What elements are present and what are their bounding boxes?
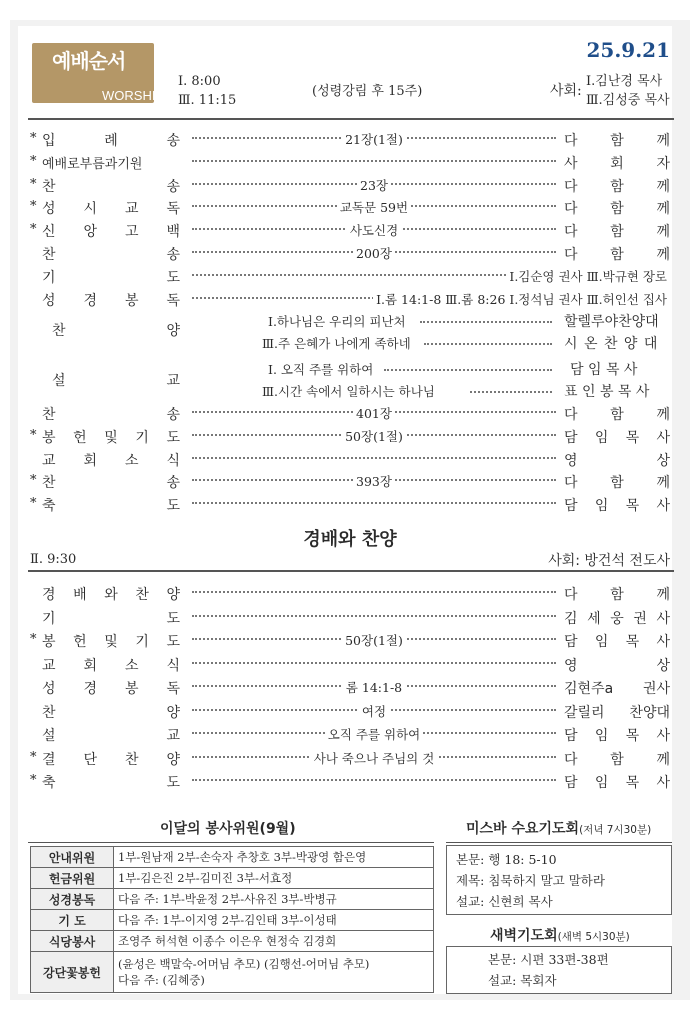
order-leader: 다 함 께 xyxy=(564,178,670,195)
bulletin-date: 25.9.21 xyxy=(586,38,670,62)
order-label: 경 배 와 찬 양 xyxy=(42,587,180,603)
order-detail: 오직 주를 위하여 xyxy=(325,727,423,742)
service-time-3: Ⅲ. 11:15 xyxy=(178,93,237,108)
standing-mark: * xyxy=(30,749,37,765)
praise-host: 사회: 방건석 전도사 xyxy=(548,553,670,569)
order-leader: 다 함 께 xyxy=(564,224,670,241)
flower-memorial: (윤성은 백말숙-어머님 추모) (김행선-어머님 추모) xyxy=(118,957,370,971)
order-row xyxy=(30,174,674,196)
standing-mark: * xyxy=(30,176,37,192)
order-row xyxy=(30,606,674,628)
order-leader: 담 임 목 사 xyxy=(564,775,670,791)
standing-mark: * xyxy=(30,632,37,647)
sermon-dots-1 xyxy=(384,369,552,371)
order-label: 찬 송 xyxy=(42,475,180,492)
order-detail: Ⅰ.김순영 권사 Ⅲ.박규현 장로 xyxy=(506,269,670,284)
order-label: 교 회 소 식 xyxy=(42,657,180,674)
order-row xyxy=(30,219,674,241)
order-leader: 김 세 웅 권 사 xyxy=(564,610,670,627)
order-leader: 다 함 께 xyxy=(564,247,670,263)
order-leader: 다 함 께 xyxy=(564,587,670,603)
order-row xyxy=(30,448,674,470)
anthem-dots-3 xyxy=(424,343,552,345)
order-label: 찬 송 xyxy=(42,247,180,263)
duty-members: 1부-원남재 2부-손숙자 추창호 3부-박광영 함은영 xyxy=(114,847,434,868)
order-label: 성 경 봉 독 xyxy=(42,292,180,309)
duty-members: 조영주 허석현 이종수 이은우 현정숙 김경희 xyxy=(114,931,434,952)
host-3: Ⅲ.김성중 목사 xyxy=(586,93,670,108)
order-label: 입 례 송 xyxy=(42,133,180,149)
order-row xyxy=(30,582,674,604)
anthem-title-1: Ⅰ.하나님은 우리의 피난처 xyxy=(268,314,406,329)
standing-mark: * xyxy=(30,427,37,443)
wednesday-subject: 제목: 침묵하지 말고 말하라 xyxy=(456,873,605,888)
order-label: 찬 송 xyxy=(42,407,180,423)
order-label: 기 도 xyxy=(42,269,180,286)
standing-mark: * xyxy=(30,496,37,512)
host-1: Ⅰ.김난경 목사 xyxy=(586,74,663,89)
order-leader: 다 함 께 xyxy=(564,201,670,218)
sermon-preacher-1: 담 임 목 사 xyxy=(570,362,638,378)
duty-members: 1부-김은진 2부-김미진 3부-서효정 xyxy=(114,868,434,889)
dawn-preacher: 설교: 목회자 xyxy=(488,973,557,988)
order-label: 설 교 xyxy=(42,728,180,744)
order-row xyxy=(30,151,674,173)
anthem-dots-1 xyxy=(420,321,552,323)
standing-mark: * xyxy=(30,222,37,238)
duty-name: 헌금위원 xyxy=(31,868,114,889)
wednesday-text: 본문: 행 18: 5-10 xyxy=(456,852,557,867)
order-label: 결 단 찬 양 xyxy=(42,751,180,768)
order-label: 봉 헌 및 기 도 xyxy=(42,429,180,446)
order-leader: 담 임 목 사 xyxy=(564,429,670,446)
order-detail: 23장 xyxy=(357,178,391,193)
praise-title: 경배와 찬양 xyxy=(303,529,397,550)
order-row xyxy=(30,265,674,287)
order-label: 봉 헌 및 기 도 xyxy=(42,634,180,650)
sermon-title-1: Ⅰ. 오직 주를 위하여 xyxy=(268,362,374,377)
order-row xyxy=(30,770,674,792)
flower-row xyxy=(31,952,434,993)
duty-name: 성경봉독 xyxy=(31,889,114,910)
anthem-label: 찬 양 xyxy=(52,323,180,339)
order-leader: 영 상 xyxy=(564,452,670,469)
host-names xyxy=(586,72,670,110)
order-detail: 사나 죽으나 주님의 것 xyxy=(311,751,438,766)
order-row xyxy=(30,128,674,150)
order-row xyxy=(30,700,674,722)
volunteer-row xyxy=(31,910,434,931)
order-row xyxy=(30,747,674,769)
header-rule xyxy=(28,118,674,120)
host-label: 사회: xyxy=(550,83,582,99)
wednesday-rule xyxy=(446,842,672,843)
dawn-text: 본문: 시편 33편-38편 xyxy=(488,952,609,967)
standing-mark: * xyxy=(30,473,37,489)
flower-next: 다음 주: (김혜중) xyxy=(118,973,205,987)
order-detail: 401장 xyxy=(353,406,395,421)
volunteer-row xyxy=(31,847,434,868)
praise-time: Ⅱ. 9:30 xyxy=(30,552,77,567)
order-label: 찬 양 xyxy=(42,704,180,721)
order-label: 성 경 봉 독 xyxy=(42,681,180,697)
order-detail: Ⅰ.롬 14:1-8 Ⅲ.롬 8:26 Ⅰ.정석님 권사 Ⅲ.허인선 집사 xyxy=(373,292,670,307)
order-label: 신 앙 고 백 xyxy=(42,224,180,241)
order-detail: 393장 xyxy=(353,474,395,489)
order-detail: 롬 14:1-8 xyxy=(343,680,405,695)
order-row xyxy=(30,242,674,264)
standing-mark: * xyxy=(30,153,37,169)
order-label: 성 시 교 독 xyxy=(42,201,180,218)
anthem-title-3: Ⅲ.주 은혜가 나에게 족하네 xyxy=(262,336,411,351)
praise-rule xyxy=(28,570,674,572)
order-leader: 담 임 목 사 xyxy=(564,728,670,744)
order-row xyxy=(30,470,674,492)
order-label: 축 도 xyxy=(42,775,180,791)
standing-mark: * xyxy=(30,773,37,788)
duty-members: 다음 주: 1부-박윤정 2부-사유진 3부-박병규 xyxy=(114,889,434,910)
sermon-dots-3 xyxy=(470,391,552,393)
order-row xyxy=(30,653,674,675)
order-leader: 담 임 목 사 xyxy=(564,498,670,515)
order-leader: 다 함 께 xyxy=(564,407,670,423)
order-leader: 갈릴리 찬양대 xyxy=(564,704,670,721)
volunteers-table xyxy=(30,846,434,993)
sermon-title-3: Ⅲ.시간 속에서 일하시는 하나님 xyxy=(262,384,435,399)
volunteer-row xyxy=(31,868,434,889)
wednesday-title: 미스바 수요기도회(저녁 7시30분) xyxy=(466,821,652,837)
order-label: 교 회 소 식 xyxy=(42,452,180,469)
church-season: (성령강림 후 15주) xyxy=(312,84,423,99)
order-row xyxy=(30,723,674,745)
order-leader: 김현주a 권사 xyxy=(564,681,670,697)
order-label: 축 도 xyxy=(42,498,180,515)
anthem-performer-3: 시 온 찬 양 대 xyxy=(564,336,659,352)
order-row xyxy=(30,402,674,424)
order-leader: 사 회 자 xyxy=(564,155,670,172)
service-times xyxy=(178,72,236,110)
order-label: 찬 송 xyxy=(42,178,180,195)
order-label: 예배로부름과기원 xyxy=(42,156,143,172)
order-leader: 영 상 xyxy=(564,657,670,674)
order-detail: 50장(1절) xyxy=(342,429,406,444)
wednesday-preacher: 설교: 신현희 목사 xyxy=(456,894,553,909)
order-detail: 50장(1절) xyxy=(342,633,406,648)
volunteer-row xyxy=(31,889,434,910)
order-detail: 교독문 59번 xyxy=(337,200,411,215)
anthem-performer-1: 할렐루야찬양대 xyxy=(564,314,659,330)
order-leader: 담 임 목 사 xyxy=(564,634,670,650)
order-detail: 200장 xyxy=(353,246,395,261)
duty-name: 식당봉사 xyxy=(31,931,114,952)
worship-logo xyxy=(32,43,165,103)
order-row xyxy=(30,493,674,515)
duty-name: 기 도 xyxy=(31,910,114,931)
volunteer-row xyxy=(31,931,434,952)
sermon-preacher-3: 표 인 봉 목 사 xyxy=(564,384,650,400)
flower-duty: 강단꽃봉헌 xyxy=(31,952,114,993)
duty-name: 안내위원 xyxy=(31,847,114,868)
volunteers-title: 이달의 봉사위원(9월) xyxy=(160,821,296,837)
order-row xyxy=(30,629,674,651)
order-leader: 다 함 께 xyxy=(564,751,670,768)
logo-korean: 예배순서 xyxy=(52,49,126,73)
order-row xyxy=(30,676,674,698)
duty-members: 다음 주: 1부-이지영 2부-김인태 3부-이성태 xyxy=(114,910,434,931)
order-detail: 21장(1절) xyxy=(342,132,406,147)
volunteers-rule xyxy=(28,842,434,843)
standing-mark: * xyxy=(30,131,37,146)
order-detail: 사도신경 xyxy=(347,223,401,238)
order-leader: 다 함 께 xyxy=(564,133,670,149)
standing-mark: * xyxy=(30,199,37,215)
order-leader: 다 함 께 xyxy=(564,475,670,492)
order-row xyxy=(30,425,674,447)
order-label: 기 도 xyxy=(42,610,180,627)
dawn-title: 새벽기도회(새벽 5시30분) xyxy=(490,928,630,944)
sermon-label: 설 교 xyxy=(52,373,180,389)
order-row xyxy=(30,288,674,310)
service-time-1: Ⅰ. 8:00 xyxy=(178,74,221,89)
order-row xyxy=(30,196,674,218)
order-detail: 여정 xyxy=(359,704,389,719)
logo-english: WORSHIP xyxy=(102,88,165,103)
